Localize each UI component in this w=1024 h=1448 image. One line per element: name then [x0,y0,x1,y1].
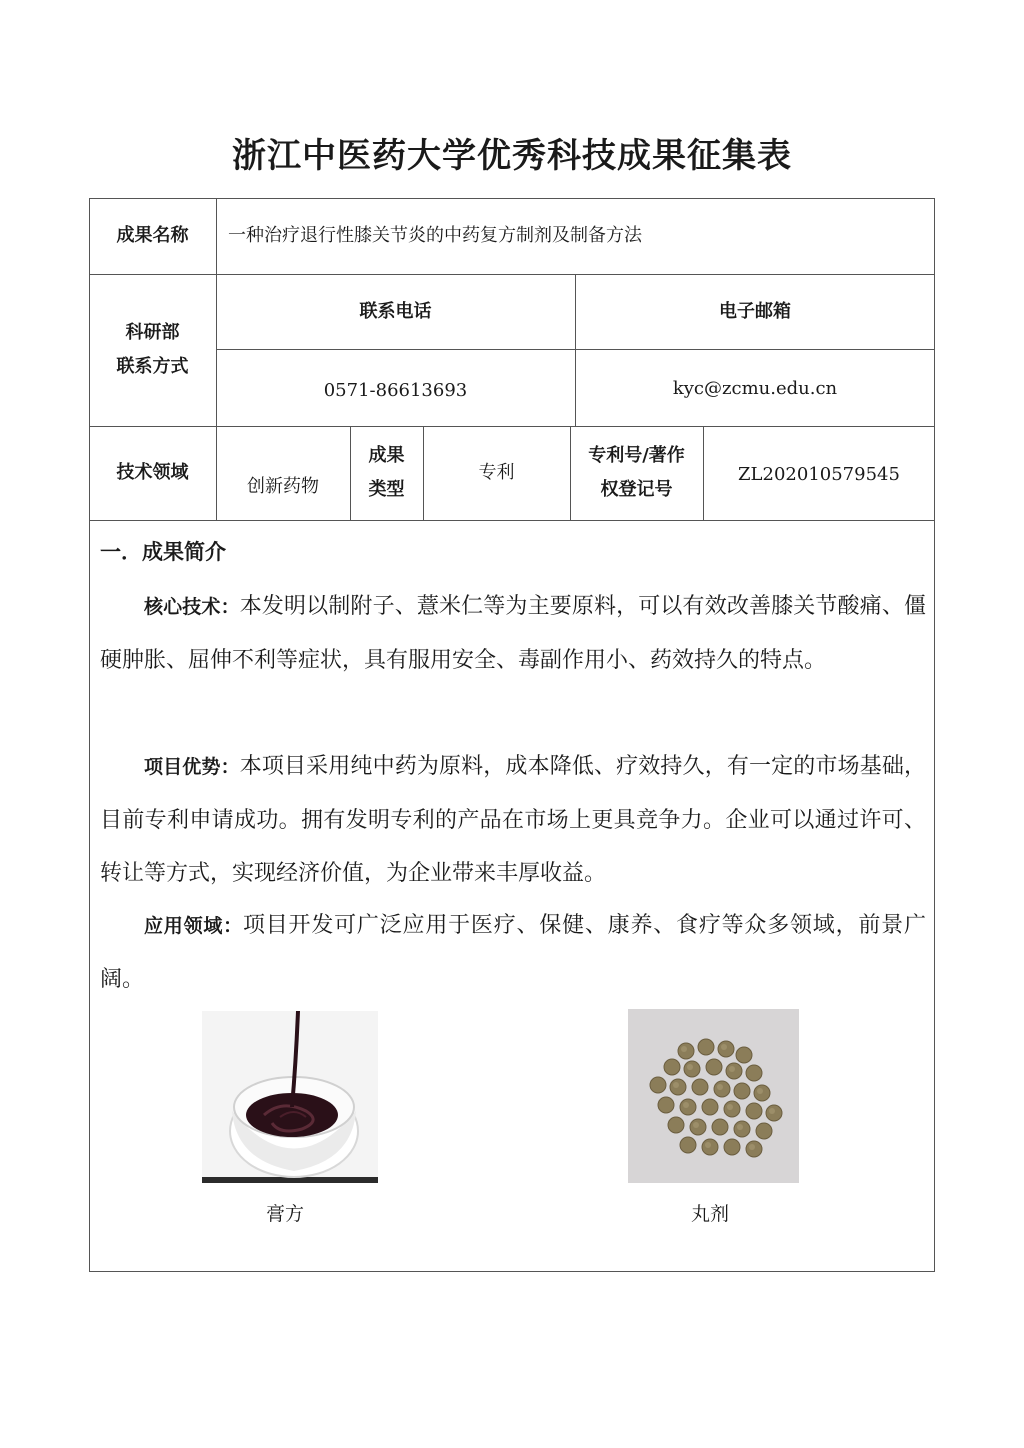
paste-formula-illustration [202,1011,378,1183]
core-technology-text: 本发明以制附子、薏米仁等为主要原料，可以有效改善膝关节酸痛、僵硬肿胀、屈伸不利等症状，具有服用安全、毒副作用小、药效持久的特点。 [100,594,926,673]
application-lead: 应用领域： [144,915,243,937]
paste-formula-photo [202,1011,378,1183]
patent-label-line2: 权登记号 [600,479,673,500]
result-type-label-line1: 成果 [368,445,405,466]
application-paragraph [100,899,926,1006]
result-type-value: 专利 [478,462,515,483]
page-title: 浙江中医药大学优秀科技成果征集表 [232,136,792,176]
contact-label-line1: 科研部 [125,322,180,343]
result-type-label-line2: 类型 [368,479,405,500]
patent-value: ZL202010579545 [738,464,900,485]
email-value: kyc@zcmu.edu.cn [672,377,838,399]
contact-label [89,274,216,426]
result-name-label: 成果名称 [116,225,189,246]
application-text: 项目开发可广泛应用于医疗、保健、康养、食疗等众多领域，前景广阔。 [100,913,926,992]
result-name-value: 一种治疗退行性膝关节炎的中药复方制剂及制备方法 [228,225,642,246]
section-title: 一．成果简介 [100,540,226,564]
pill-formula-illustration [628,1009,799,1183]
left-photo-caption: 膏方 [265,1203,304,1225]
pill-formula-photo [628,1009,799,1183]
phone-label: 联系电话 [359,300,432,322]
advantage-lead: 项目优势： [144,756,240,778]
patent-label-line1: 专利号/著作 [588,445,685,466]
tech-field-label: 技术领域 [116,462,189,483]
contact-label-line2: 联系方式 [116,356,189,377]
result-type-label [350,426,423,520]
tech-field-value: 创新药物 [247,476,319,497]
core-technology-paragraph [100,580,926,687]
email-label: 电子邮箱 [719,300,791,322]
advantage-text: 本项目采用纯中药为原料，成本降低、疗效持久，有一定的市场基础， 目前专利申请成功。拥有发明专利的产品在市场上更具竞争力。企业可以通过许可、转让等方式，实现经济价值，为企业带来丰厚收益。 [100,754,926,886]
advantage-paragraph [100,740,926,900]
patent-label [570,426,703,520]
phone-value: 0571-86613693 [323,379,468,401]
right-photo-caption: 丸剂 [690,1203,729,1225]
core-technology-lead: 核心技术： [144,596,240,618]
